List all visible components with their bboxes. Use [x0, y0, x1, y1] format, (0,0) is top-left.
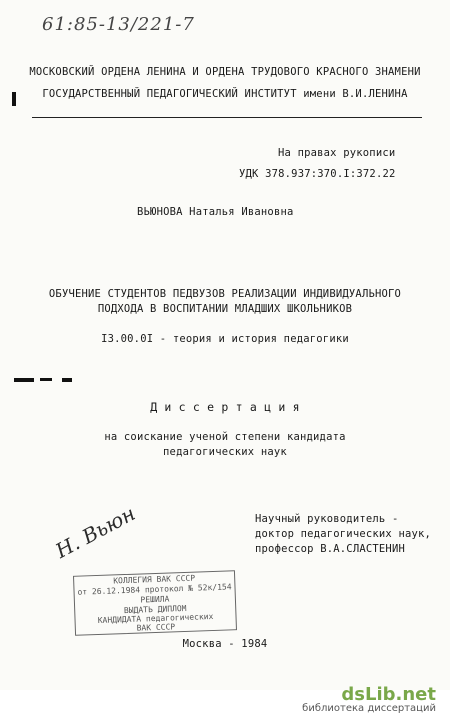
- institute-line-2: ГОСУДАРСТВЕННЫЙ ПЕДАГОГИЧЕСКИЙ ИНСТИТУТ имени В.И.ЛЕНИНА: [42, 88, 408, 100]
- stamp-line-1: КОЛЛЕГИЯ ВАК СССР: [113, 573, 196, 586]
- handwritten-signature: Н. Вьюн: [51, 501, 140, 563]
- document-type: Д и с с е р т а ц и я: [150, 400, 300, 414]
- supervisor-line-2: доктор педагогических наук,: [255, 528, 432, 540]
- margin-dash-mark: [14, 378, 34, 382]
- rights-note: На правах рукописи: [278, 147, 396, 159]
- title-line-2: ПОДХОДА В ВОСПИТАНИИ МЛАДШИХ ШКОЛЬНИКОВ: [97, 303, 353, 315]
- supervisor-line-3: профессор В.А.СЛАСТЕНИН: [255, 543, 405, 555]
- header-rule: [32, 117, 422, 118]
- margin-dash-mark-3: [62, 378, 72, 382]
- vak-approval-stamp: [73, 570, 237, 636]
- city-year: Москва - 1984: [182, 638, 268, 650]
- stamp-line-2: от 26.12.1984 протокол № 52к/154: [77, 582, 232, 597]
- specialty: I3.00.0I - теория и история педагогики: [101, 333, 349, 345]
- stamp-line-4: ВЫДАТЬ ДИПЛОМ: [123, 603, 187, 616]
- stamp-line-5: КАНДИДАТА педагогических: [97, 611, 214, 626]
- author-name: ВЬЮНОВА Наталья Ивановна: [137, 206, 294, 218]
- title-line-1: ОБУЧЕНИЕ СТУДЕНТОВ ПЕДВУЗОВ РЕАЛИЗАЦИИ ИНДИВИДУАЛЬНОГО: [48, 288, 402, 300]
- watermark-bar: [0, 684, 450, 715]
- degree-line-2: педагогических наук: [163, 446, 287, 458]
- archive-code: 61:85-13/221-7: [42, 14, 195, 35]
- margin-dash-mark-2: [40, 378, 52, 381]
- watermark-caption: библиотека диссертаций: [302, 703, 436, 714]
- degree-line-1: на соискание ученой степени кандидата: [104, 431, 346, 443]
- supervisor-line-1: Научный руководитель -: [255, 513, 399, 525]
- institute-line-1: МОСКОВСКИЙ ОРДЕНА ЛЕНИНА И ОРДЕНА ТРУДОВОГО КРАСНОГО ЗНАМЕНИ: [29, 66, 421, 78]
- watermark-logo: dsLib.net: [341, 684, 436, 705]
- stamp-line-6: ВАК СССР: [136, 622, 176, 633]
- stamp-line-3: РЕШИЛА: [140, 594, 170, 605]
- udc-code: УДК 378.937:370.I:372.22: [239, 168, 396, 180]
